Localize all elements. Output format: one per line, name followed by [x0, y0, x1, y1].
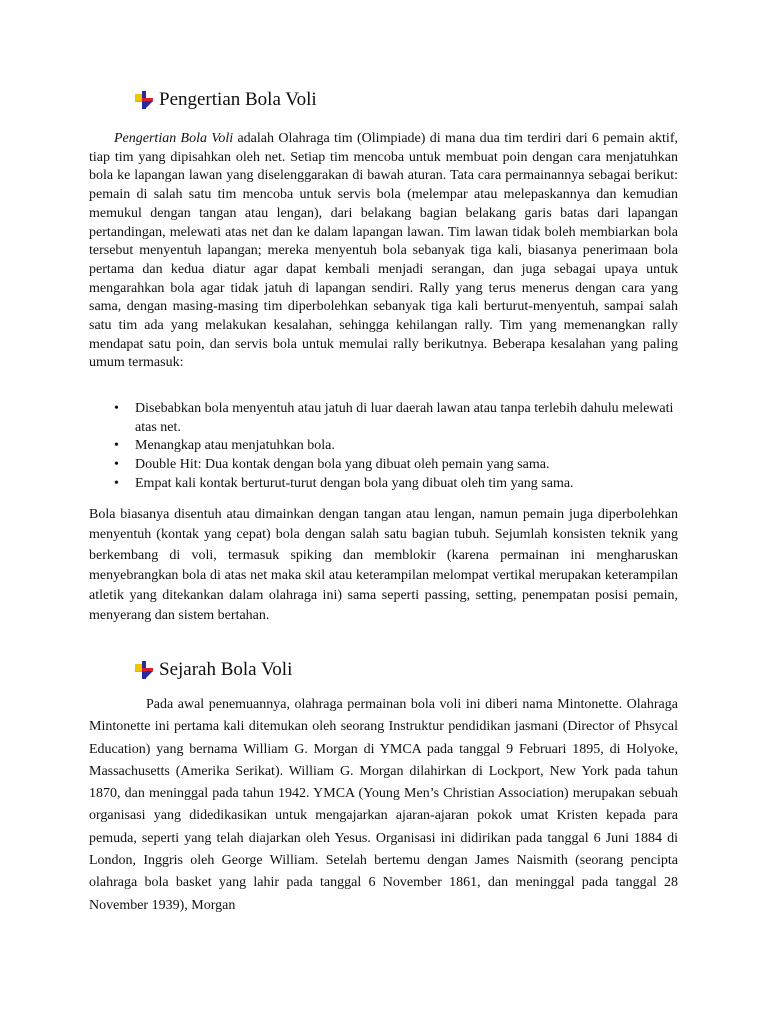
faults-list — [89, 400, 678, 494]
history-paragraph: Pada awal penemuannya, olahraga permainan bola voli ini diberi nama Mintonette. Olahraga Mintonette ini pertama kali ditemukan oleh seorang Instruktur pendidikan jasmani (Director of Phsycal Education) yang bernama William G. Morgan di YMCA pada tanggal 9 Februari 1895, di Holyoke, Massachusetts (Amerika Serikat). William G. Morgan dilahirkan di Lockport, New York pada tahun 1870, dan meninggal pada tahun 1942. YMCA (Young Men’s Christian Association) merupakan sebuah organisasi yang didedikasikan untuk mengajarkan ajaran-ajaran pokok umat Kristen kepada para pemuda, seperti yang telah diajarkan oleh Yesus. Organisasi ini didirikan pada tanggal 6 Juni 1884 di London, Inggris oleh George William. Setelah bertemu dengan James Naismith (seorang pencipta olahraga bola basket yang lahir pada tanggal 6 November 1861, dan meninggal pada tanggal 28 November 1939), Morgan — [89, 697, 678, 913]
bullet-arrow-icon — [134, 660, 154, 680]
intro-paragraph — [89, 130, 678, 373]
list-item: • Empat kali kontak berturut-turut dengan bola yang dibuat oleh tim yang sama. — [89, 475, 678, 494]
list-item: • Menangkap atau menjatuhkan bola. — [89, 437, 678, 456]
section-heading-sejarah — [134, 659, 292, 681]
heading-text: Sejarah Bola Voli — [159, 659, 293, 680]
intro-lead: Pengertian Bola Voli — [114, 131, 234, 146]
bullet-arrow-icon — [134, 90, 154, 110]
intro-body: adalah Olahraga tim (Olimpiade) di mana dua tim terdiri dari 6 pemain aktif, tiap tim yang dipisahkan oleh net. Setiap tim mencoba untuk membuat poin dengan cara menjatuhkan bola ke lapangan lawan yang diselenggarakan di bawah aturan. Tata cara permainannya sebagai berikut: pemain di salah satu tim mencoba untuk servis bola (melempar atau melepaskannya dan kemudian memukul dengan tangan atau lengan), dari belakang bagian belakang garis batas dari lapangan pertandingan, melewati atas net dan ke dalam lapangan lawan. Tim lawan tidak boleh membiarkan bola tersebut menyentuh lapangan; mereka menyentuh bola sebanyak tiga kali, biasanya penerimaan bola pertama dan kedua diatur agar dapat kembali menjadi serangan, dan juga sebagai upaya untuk mengarahkan bola agar tidak jatuh di lapangan sendiri. Rally yang terus menerus dengan cara yang sama, dengan masing-masing tim diperbolehkan sebanyak tiga kali berturut-menyentuh, sampai salah satu tim ada yang melakukan kesalahan, sehingga kehilangan rally. Tim yang memenangkan rally mendapat satu poin, dan servis bola untuk memulai rally berikutnya. Beberapa kesalahan yang paling umum termasuk: — [89, 131, 678, 371]
section-heading-pengertian — [134, 89, 317, 111]
techniques-paragraph: Bola biasanya disentuh atau dimainkan dengan tangan atau lengan, namun pemain juga diperbolehkan menyentuh (kontak yang cepat) bola dengan salah satu bagian tubuh. Sejumlah konsisten teknik yang berkembang di voli, termasuk spiking dan memblokir (karena permainan ini mengharuskan menyebrangkan bola di atas net maka skil atau keterampilan melompat vertikal merupakan keterampilan atletik yang ditekankan dalam olahraga ini) sama seperti passing, setting, penempatan posisi pemain, menyerang dan sistem bertahan. — [89, 507, 678, 624]
list-item: • Double Hit: Dua kontak dengan bola yang dibuat oleh pemain yang sama. — [89, 456, 678, 475]
list-item: • Disebabkan bola menyentuh atau jatuh di luar daerah lawan atau tanpa terlebih dahulu melewati atas net. — [89, 400, 678, 437]
heading-text: Pengertian Bola Voli — [159, 89, 317, 110]
